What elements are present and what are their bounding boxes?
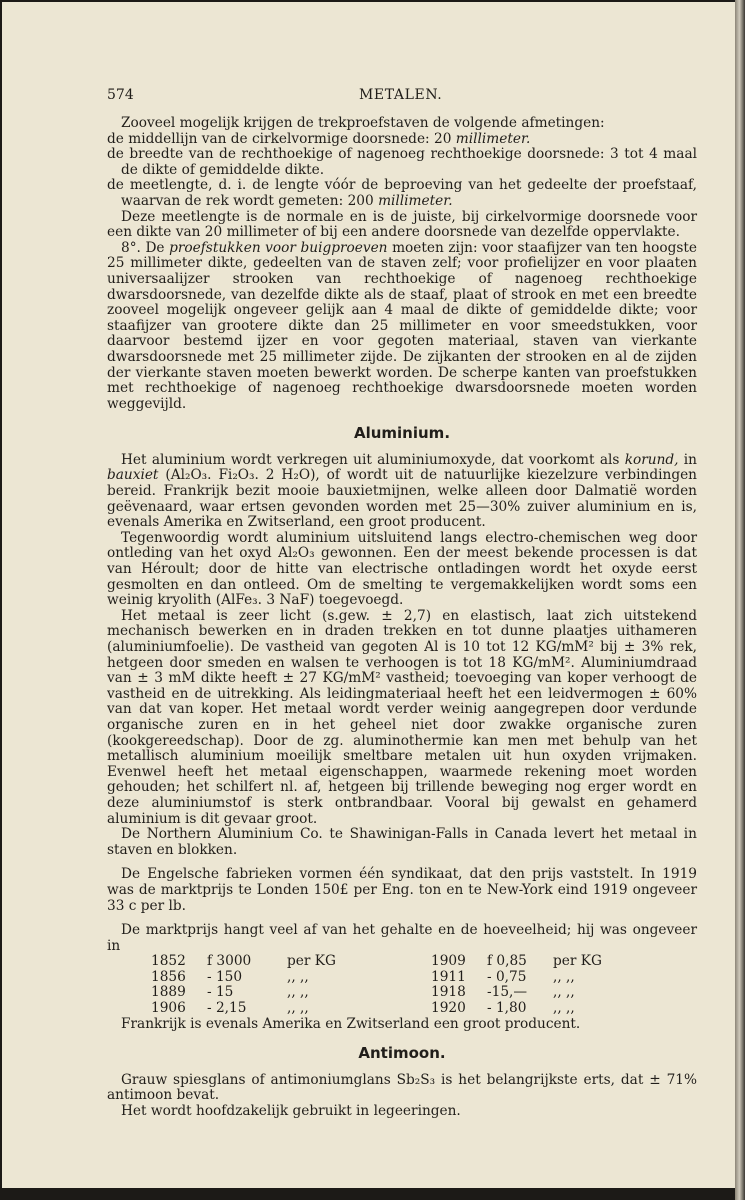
price-unit: ,, ,,: [287, 984, 309, 1001]
running-title: METALEN.: [359, 87, 443, 103]
price-row: [151, 954, 610, 970]
section-heading-aluminium: Aluminium.: [353, 424, 451, 443]
price-year: 1906: [151, 1000, 186, 1017]
price-unit: ,, ,,: [287, 1000, 309, 1017]
dimension-item-gauge-length: de meetlengte, d. i. de lengte vóór de beproeving van het gedeelte der proefstaaf, waarvan de rek wordt gemeten: 200 millimeter.: [107, 177, 697, 209]
price-value: -15,—: [487, 984, 528, 1001]
price-unit: ,, ,,: [553, 984, 575, 1001]
price-unit: ,, ,,: [553, 968, 575, 985]
price-unit: per KG: [553, 953, 602, 970]
page-number: 574: [107, 87, 134, 103]
price-row: [151, 985, 610, 1001]
price-row: [151, 1001, 610, 1017]
price-year: 1918: [431, 984, 466, 1001]
price-value: f 0,85: [487, 953, 527, 970]
price-year: 1911: [431, 968, 466, 985]
aluminium-paragraph-6: De marktprijs hangt veel af van het gehalte en de hoeveelheid; hij was ongeveer in: [107, 922, 697, 954]
aluminium-paragraph-2: Tegenwoordig wordt aluminium uitsluitend langs electro-chemischen weg door ontleding van het oxyd Al₂O₃ gewonnen. Een der meest bekende processen is dat van Héroult; door de hitte van electrische ontladingen wordt het oxyde eerst gesmolten en dan ontleed. Om de smelting te vergemakkelijken wordt soms een weinig kryolith (AlFe₃. 3 NaF) toegevoegd.: [107, 529, 697, 609]
aluminium-paragraph-3: Het metaal is zeer licht (s.gew. ± 2,7) en elastisch, laat zich uitstekend mechanisch bewerken en in draden trekken en tot dunne plaatjes uithameren (aluminiumfoelie). De vastheid van gegoten Al is 10 tot 12 KG/mM² bij ± 3% rek, hetgeen door smeden en walsen te verhoogen is tot 18 KG/mM². Aluminiumdraad van ± 3 mM dikte heeft ± 27 KG/mM² vastheid; toevoeging van koper verhoogt de vastheid en de uitrekking. Als leidingmateriaal heeft het een leidvermogen ± 60% van dat van koper. Het metaal wordt verder weinig aangegrepen door verdunde organische zuren en in het geheel niet door zwakke organische zuren (kookgereedschap). Door de zg. aluminothermie kan men met behulp van het metallisch aluminium moeilijk smeltbare metalen uit hun oxyden vrijmaken. Evenwel heeft het metaal eigenschappen, waarmede rekening moet worden gehouden; het schilfert nl. af, hetgeen bij trillende beweging nog erger wordt en deze aluminiumstof is sterk ontbrandbaar. Vooral bij gewalst en gehamerd aluminium is dit gevaar groot.: [107, 607, 697, 827]
aluminium-paragraph-1: Het aluminium wordt verkregen uit aluminiumoxyde, dat voorkomt als korund, in bauxiet (Al₂O₃. Fi₂O₃. 2 H₂O), of wordt uit de natuurlijke kiezelzure verbindingen bereid. Frankrijk bezit mooie bauxietmijnen, welke alleen door Dalmatië worden geëvenaard, waar ertsen gevonden worden met 25—30% zuiver aluminium en is, evenals Amerika en Zwitserland, een groot producent.: [107, 451, 698, 531]
price-year: 1889: [151, 984, 186, 1001]
price-value: - 15: [207, 984, 234, 1001]
aluminium-paragraph-7: Frankrijk is evenals Amerika en Zwitserland een groot producent.: [121, 1015, 581, 1032]
dimension-item-diameter: de middellijn van de cirkelvormige doorsnede: 20 millimeter.: [107, 130, 531, 147]
price-value: - 0,75: [487, 968, 527, 985]
price-unit: ,, ,,: [553, 1000, 575, 1017]
price-value: - 2,15: [207, 1000, 247, 1017]
price-unit: ,, ,,: [287, 968, 309, 985]
price-value: - 1,80: [487, 1000, 527, 1017]
price-value: - 150: [207, 968, 243, 985]
page-text: [107, 88, 697, 1120]
price-value: f 3000: [207, 953, 252, 970]
aluminium-paragraph-5: De Engelsche fabrieken vormen één syndikaat, dat den prijs vaststelt. In 1919 was de marktprijs te Londen 150£ per Eng. ton en te New-York eind 1919 ongeveer 33 c per lb.: [107, 866, 697, 914]
page-header: [107, 88, 697, 116]
book-gutter-edge: [735, 0, 745, 1200]
aluminium-paragraph-4: De Northern Aluminium Co. te Shawinigan-Falls in Canada levert het metaal in staven en blokken.: [107, 826, 697, 858]
price-year: 1920: [431, 1000, 466, 1017]
intro-line: Zooveel mogelijk krijgen de trekproefstaven de volgende afmetingen:: [121, 115, 605, 131]
price-year: 1856: [151, 968, 186, 985]
price-unit: per KG: [287, 953, 336, 970]
antimoon-paragraph-2: Het wordt hoofdzakelijk gebruikt in legeeringen.: [121, 1103, 461, 1120]
paragraph-gauge-note: Deze meetlengte is de normale en is de juiste, bij cirkelvormige doorsnede voor een dikte van 20 millimeter of bij een andere doorsnede van dezelfde oppervlakte.: [107, 208, 697, 241]
price-table: [151, 954, 610, 1016]
section-heading-antimoon: Antimoon.: [358, 1044, 446, 1063]
price-year: 1852: [151, 953, 186, 970]
dimension-item-width: de breedte van de rechthoekige of nagenoeg rechthoekige doorsnede: 3 tot 4 maal de dikte of gemiddelde dikte.: [107, 146, 697, 178]
price-year: 1909: [431, 953, 466, 970]
price-row: [151, 970, 610, 986]
antimoon-paragraph-1: Grauw spiesglans of antimoniumglans Sb₂S₃ is het belangrijkste erts, dat ± 71% antimoon bevat.: [107, 1071, 697, 1104]
book-page: [2, 2, 736, 1188]
paragraph-bend-tests: 8°. De proefstukken voor buigproeven moeten zijn: voor staafijzer van ten hoogste 25 millimeter dikte, gedeelten van de staven zelf; voor profielijzer en voor plaaten universaalijzer strooken van rechthoekige of nagenoeg rechthoekige dwarsdoorsnede, van dezelfde dikte als de staaf, plaat of strook en met een breedte zooveel mogelijk ongeveer gelijk aan 4 maal de dikte of gemiddelde dikte; voor staafijzer van grootere dikte dan 25 millimeter en voor smeedstukken, voor daarvoor bestemd ijzer en voor gegoten materiaal, staven van vierkante dwarsdoorsnede met 25 millimeter zijde. De zijkanten der strooken en al de zijden der vierkante staven moeten bewerkt worden. De scherpe kanten van proefstukken met rechthoekige of nagenoeg rechthoekige dwarsdoorsnede moeten worden weggevijld.: [107, 239, 697, 412]
